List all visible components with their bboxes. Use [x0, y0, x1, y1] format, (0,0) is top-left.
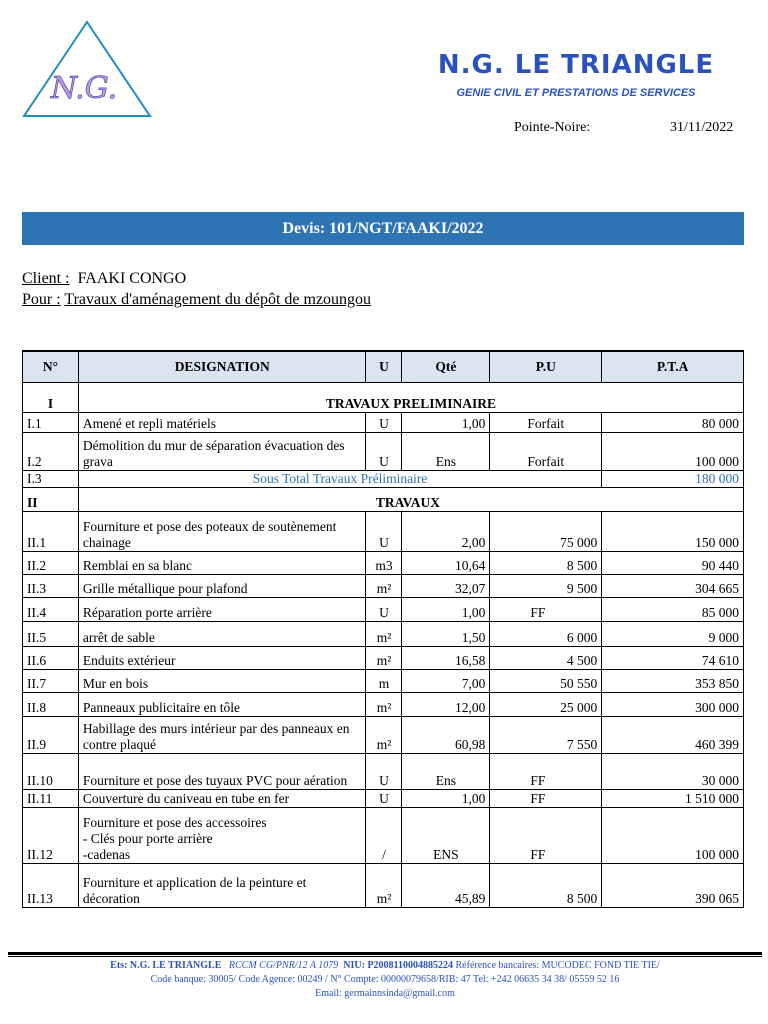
footer-niu: P2008110004885224 [367, 960, 454, 971]
cell-unit: m² [366, 647, 402, 670]
footer-line-2: Code banque: 30005/ Code Agence: 00249 / N° Compte: 00000079658/RIB: 47 Tel: +242 06635 34 38/ 05559 52 16 [150, 974, 620, 985]
cell-pu: 6 000 [490, 622, 602, 647]
table-row [23, 693, 744, 717]
cell-pu: 4 500 [490, 647, 602, 670]
section-row [23, 383, 744, 413]
pour-line [22, 291, 371, 309]
cell-designation: Panneaux publicitaire en tôle [78, 693, 366, 717]
cell-pu: 8 500 [490, 552, 602, 575]
client-line [22, 270, 186, 288]
cell-designation: Couverture du caniveau en tube en fer [78, 790, 366, 808]
table-row [23, 864, 744, 908]
cell-pta: 150 000 [602, 512, 744, 552]
cell-pta: 353 850 [602, 670, 744, 693]
cell-qty: ENS [402, 808, 490, 864]
cell-pu: 75 000 [490, 512, 602, 552]
logo-text: N.G. [50, 71, 118, 106]
cell-pu: 50 550 [490, 670, 602, 693]
header-unit: U [366, 351, 402, 383]
header-pu: P.U [490, 351, 602, 383]
table-row [23, 754, 744, 790]
cell-unit: m² [366, 622, 402, 647]
table-row [23, 717, 744, 754]
cell-pu: FF [490, 790, 602, 808]
section-num: I [23, 383, 79, 413]
header-num: N° [23, 351, 79, 383]
table-row [23, 670, 744, 693]
cell-num: II.8 [23, 693, 79, 717]
cell-designation: Fourniture et pose des tuyaux PVC pour aération [78, 754, 366, 790]
cell-num: I.1 [23, 413, 79, 433]
cell-pta: 90 440 [602, 552, 744, 575]
table-row [23, 808, 744, 864]
footer-ref: Référence bancaires: MUCODEC FOND TIE TIE/ [455, 960, 660, 971]
cell-pta: 300 000 [602, 693, 744, 717]
section-num: II [23, 488, 79, 512]
cell-unit: m² [366, 575, 402, 598]
pour-label: Pour : [22, 291, 61, 308]
subtotal-label: Sous Total Travaux Préliminaire [78, 471, 601, 488]
footer-divider-thin [8, 956, 762, 957]
cell-designation: Fourniture et pose des poteaux de soutènement chainage [78, 512, 366, 552]
cell-pu: FF [490, 808, 602, 864]
cell-pta: 304 665 [602, 575, 744, 598]
cell-num: I.2 [23, 433, 79, 471]
cell-num: II.1 [23, 512, 79, 552]
cell-qty: 1,00 [402, 790, 490, 808]
footer-ets: Ets: N.G. LE TRIANGLE [110, 960, 222, 971]
cell-unit: U [366, 598, 402, 622]
cell-pta: 100 000 [602, 433, 744, 471]
table-row [23, 647, 744, 670]
designation-line: -cadenas [82, 847, 131, 862]
cell-qty: 12,00 [402, 693, 490, 717]
cell-num: II.4 [23, 598, 79, 622]
cell-qty: 1,50 [402, 622, 490, 647]
client-name: FAAKI CONGO [77, 270, 187, 287]
cell-pta: 100 000 [602, 808, 744, 864]
cell-designation: Réparation porte arrière [78, 598, 366, 622]
cell-unit: m3 [366, 552, 402, 575]
subtotal-num: I.3 [23, 471, 79, 488]
cell-num: II.10 [23, 754, 79, 790]
footer-email: Email: germainnsinda@gmail.com [315, 988, 455, 999]
cell-qty: 1,00 [402, 598, 490, 622]
cell-qty: Ens [402, 433, 490, 471]
cell-designation: Démolition du mur de séparation évacuation des grava [78, 433, 366, 471]
subtotal-row [23, 471, 744, 488]
cell-pta: 460 399 [602, 717, 744, 754]
cell-qty: 32,07 [402, 575, 490, 598]
cell-designation: arrêt de sable [78, 622, 366, 647]
date: 31/11/2022 [670, 120, 734, 135]
company-name: N.G. LE TRIANGLE [437, 50, 715, 80]
cell-pta: 390 065 [602, 864, 744, 908]
section-row [23, 488, 744, 512]
designation-line: Fourniture et pose des accessoires [82, 815, 267, 830]
cell-pu: 9 500 [490, 575, 602, 598]
cell-pu: FF [490, 754, 602, 790]
cell-num: II.12 [23, 808, 79, 864]
table-row [23, 552, 744, 575]
header-pta: P.T.A [602, 351, 744, 383]
cell-unit: m² [366, 693, 402, 717]
cell-qty: 2,00 [402, 512, 490, 552]
cell-pta: 74 610 [602, 647, 744, 670]
cell-qty: 16,58 [402, 647, 490, 670]
cell-unit: m² [366, 864, 402, 908]
cell-designation: Amené et repli matériels [78, 413, 366, 433]
cell-num: II.6 [23, 647, 79, 670]
cell-designation: Fourniture et application de la peinture et décoration [78, 864, 366, 908]
cell-unit: U [366, 512, 402, 552]
cell-pta: 30 000 [602, 754, 744, 790]
cell-num: II.13 [23, 864, 79, 908]
table-header [23, 351, 744, 383]
place: Pointe-Noire: [514, 120, 591, 135]
cell-unit: U [366, 754, 402, 790]
cell-pu: 25 000 [490, 693, 602, 717]
cell-pu: Forfait [490, 433, 602, 471]
cell-pu: 8 500 [490, 864, 602, 908]
cell-qty: 7,00 [402, 670, 490, 693]
quote-table [22, 350, 744, 908]
cell-qty: 60,98 [402, 717, 490, 754]
cell-pta: 85 000 [602, 598, 744, 622]
cell-num: II.3 [23, 575, 79, 598]
cell-unit: / [366, 808, 402, 864]
cell-designation: Grille métallique pour plafond [78, 575, 366, 598]
cell-designation [78, 808, 366, 864]
cell-pu: Forfait [490, 413, 602, 433]
table-row [23, 598, 744, 622]
cell-qty: 10,64 [402, 552, 490, 575]
devis-title: Devis: 101/NGT/FAAKI/2022 [22, 212, 744, 245]
cell-num: II.9 [23, 717, 79, 754]
section-title: TRAVAUX PRELIMINAIRE [78, 383, 743, 413]
cell-designation: Enduits extérieur [78, 647, 366, 670]
subtotal-value: 180 000 [602, 471, 744, 488]
cell-qty: 1,00 [402, 413, 490, 433]
footer-rccm: RCCM CG/PNR/12 A 1079 [228, 960, 339, 971]
company-tagline: GENIE CIVIL ET PRESTATIONS DE SERVICES [456, 87, 696, 99]
table-row [23, 575, 744, 598]
cell-num: II.7 [23, 670, 79, 693]
cell-unit: U [366, 790, 402, 808]
footer-line-1 [8, 960, 762, 971]
cell-unit: m² [366, 717, 402, 754]
cell-qty: 45,89 [402, 864, 490, 908]
cell-unit: m [366, 670, 402, 693]
designation-line: - Clés pour porte arrière [82, 831, 213, 846]
company-logo [22, 20, 152, 118]
header-designation: DESIGNATION [78, 351, 366, 383]
cell-designation: Habillage des murs intérieur par des panneaux en contre plaqué [78, 717, 366, 754]
footer-niu-label: NIU: [343, 960, 365, 971]
client-label: Client : [22, 270, 70, 287]
cell-designation: Remblai en sa blanc [78, 552, 366, 575]
cell-pta: 9 000 [602, 622, 744, 647]
cell-qty: Ens [402, 754, 490, 790]
cell-pu: 7 550 [490, 717, 602, 754]
table-row [23, 433, 744, 471]
cell-unit: U [366, 413, 402, 433]
cell-num: II.5 [23, 622, 79, 647]
table-row [23, 512, 744, 552]
cell-pu: FF [490, 598, 602, 622]
cell-designation: Mur en bois [78, 670, 366, 693]
cell-num: II.2 [23, 552, 79, 575]
cell-unit: U [366, 433, 402, 471]
table-row [23, 622, 744, 647]
footer-divider [8, 952, 762, 955]
pour-text: Travaux d'aménagement du dépôt de mzoungou [64, 291, 372, 308]
table-row [23, 790, 744, 808]
section-title: TRAVAUX [78, 488, 743, 512]
cell-pta: 1 510 000 [602, 790, 744, 808]
header-qty: Qté [402, 351, 490, 383]
cell-num: II.11 [23, 790, 79, 808]
cell-pta: 80 000 [602, 413, 744, 433]
table-row [23, 413, 744, 433]
